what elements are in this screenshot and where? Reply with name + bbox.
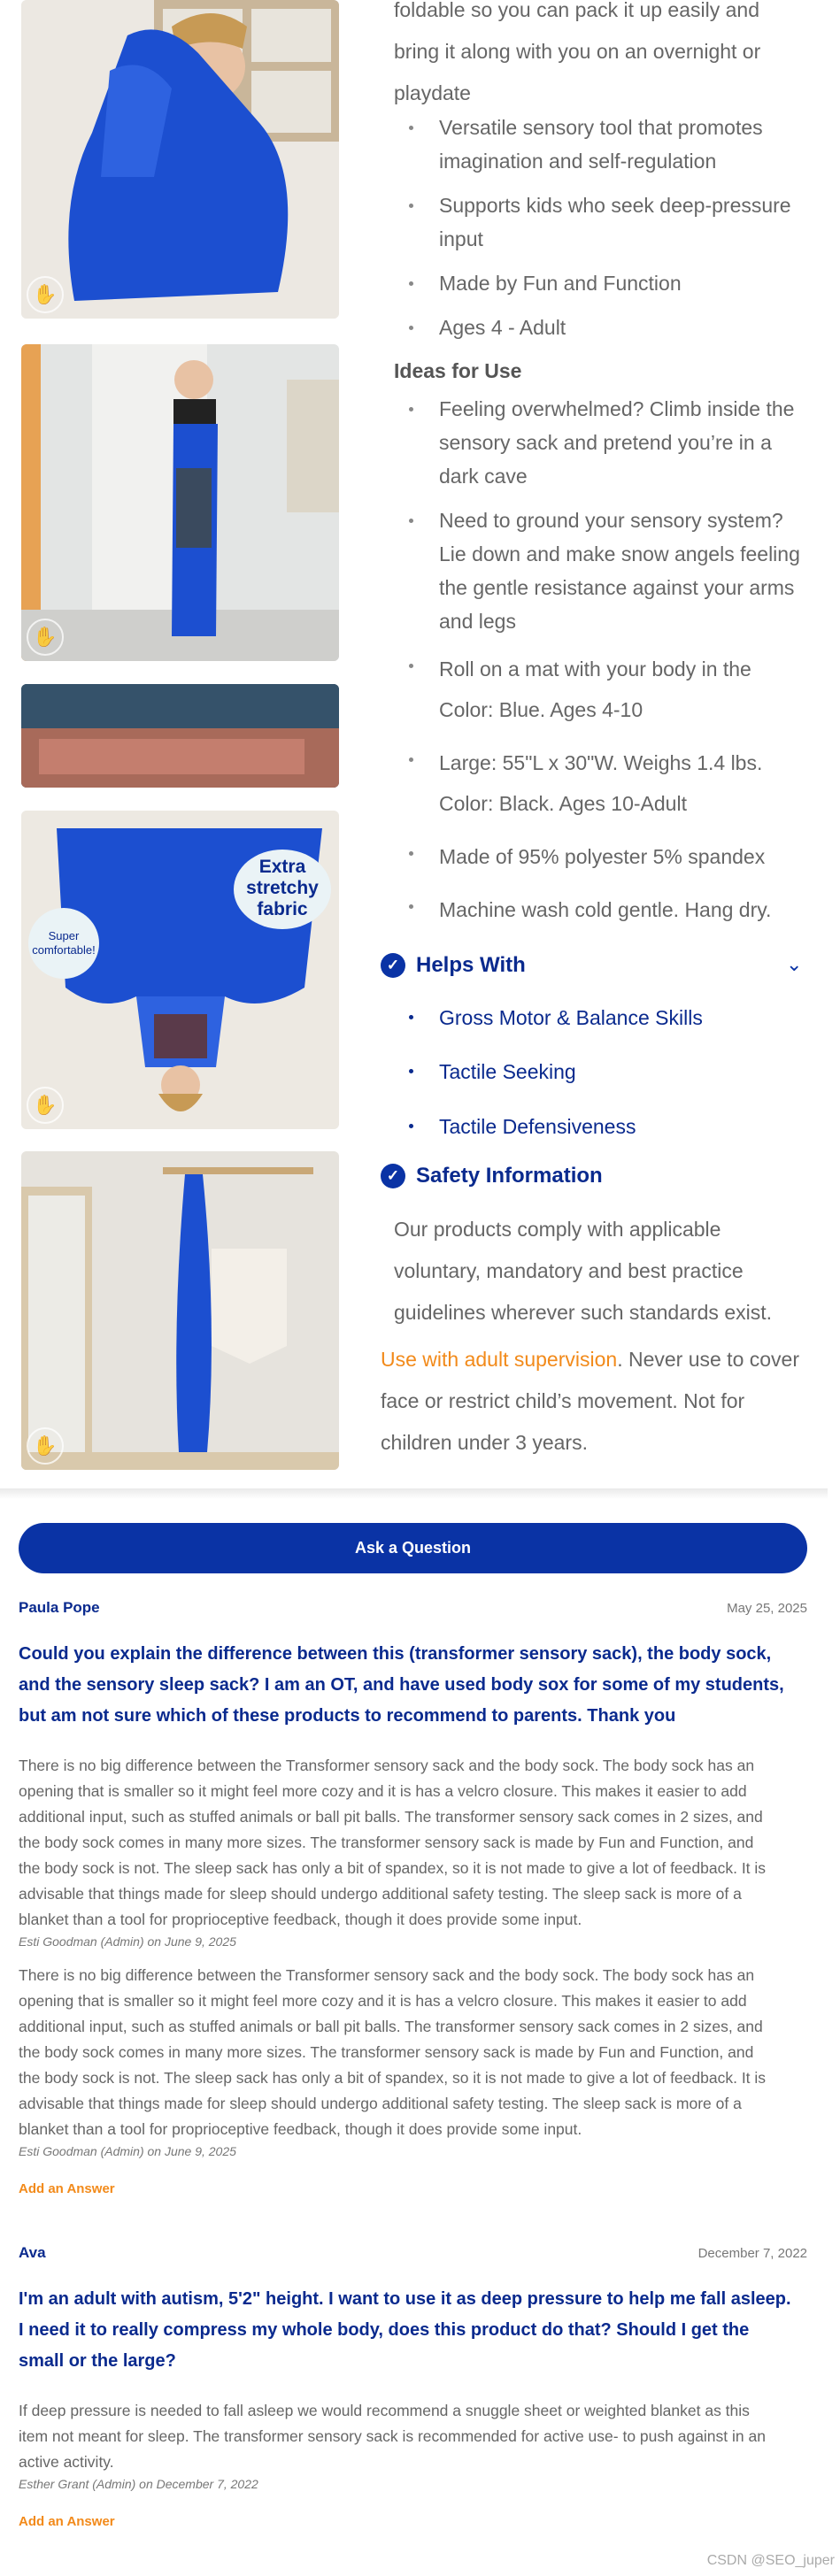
answer-author: Esti Goodman (Admin) on June 9, 2025 <box>19 2144 236 2158</box>
hand-logo-icon: ✋ <box>27 619 64 656</box>
add-answer-link[interactable]: Add an Answer <box>19 2181 115 2196</box>
idea-item: Made of 95% polyester 5% spandex <box>381 836 823 877</box>
product-image-2[interactable] <box>21 344 339 661</box>
answer-text: If deep pressure is needed to fall asleep we would recommend a snuggle sheet or weighted blanket as this item not meant for sleep. The transformer sensory sack is recommended for active use- to push against in an active activity. <box>19 2402 766 2471</box>
helps-with-item[interactable]: Gross Motor & Balance Skills <box>381 1000 823 1035</box>
ideas-heading: Ideas for Use <box>394 359 522 382</box>
product-image-1[interactable] <box>21 0 339 319</box>
safety-warning-text: Use with adult supervision. Never use to cover face or restrict child’s movement. Not for children under 3 years. <box>381 1348 799 1454</box>
section-divider <box>0 1488 828 1499</box>
question-date: May 25, 2025 <box>727 1600 807 1616</box>
add-answer-link[interactable]: Add an Answer <box>19 2514 115 2529</box>
shield-check-icon: ✓ <box>381 1164 405 1188</box>
idea-item: Large: 55"L x 30"W. Weighs 1.4 lbs. Color: Black. Ages 10-Adult <box>381 742 823 824</box>
helps-with-item[interactable]: Tactile Defensiveness <box>381 1109 823 1144</box>
hand-logo-icon: ✋ <box>27 1427 64 1465</box>
qa-item <box>19 2242 807 2529</box>
badge-super-comfortable: Super comfortable! <box>28 908 99 979</box>
hand-logo-icon: ✋ <box>27 1087 64 1124</box>
answer-author: Esti Goodman (Admin) on June 9, 2025 <box>19 1934 236 1949</box>
standing-kid-photo <box>21 344 339 661</box>
hand-logo-icon: ✋ <box>27 276 64 313</box>
helps-with-item[interactable]: Tactile Seeking <box>381 1054 823 1089</box>
kid-in-sack-photo <box>21 0 339 319</box>
asker-name: Paula Pope <box>19 1599 100 1616</box>
qa-item <box>19 1596 807 2196</box>
product-details <box>394 0 836 114</box>
product-image-5[interactable] <box>21 1151 339 1470</box>
idea-item: Machine wash cold gentle. Hang dry. <box>381 889 823 930</box>
asker-name: Ava <box>19 2244 46 2261</box>
feature-item: Ages 4 - Adult <box>381 311 823 344</box>
helps-with-list <box>381 1000 823 1144</box>
question-date: December 7, 2022 <box>697 2245 807 2261</box>
idea-item: Roll on a mat with your body in the Color: Blue. Ages 4-10 <box>381 649 823 730</box>
intro-text: foldable so you can pack it up easily and bring it along with you on an overnight or playdate <box>394 0 761 104</box>
feature-item: Versatile sensory tool that promotes imagination and self-regulation <box>381 111 823 178</box>
chevron-down-icon[interactable]: ⌄ <box>786 953 803 975</box>
feature-item: Supports kids who seek deep-pressure input <box>381 188 823 256</box>
safety-header: ✓ Safety Information <box>381 1164 603 1188</box>
couch-rug-photo <box>21 684 339 788</box>
adult-supervision-highlight: Use with adult supervision <box>381 1348 618 1371</box>
check-circle-icon: ✓ <box>381 953 405 978</box>
sack-on-hook-photo <box>21 1151 339 1470</box>
idea-item: Need to ground your sensory system? Lie down and make snow angels feeling the gentle resistance against your arms and legs <box>381 504 823 638</box>
watermark: CSDN @SEO_juper <box>706 2553 835 2568</box>
feature-list <box>381 111 823 344</box>
helps-with-header[interactable]: ✓ Helps With <box>381 953 526 978</box>
question-text: I'm an adult with autism, 5'2" height. I want to use it as deep pressure to help me fall asleep. I need it to really compress my whole body, does this product do that? Should I get the small or the large? <box>19 2289 791 2371</box>
badge-extra-stretchy: Extra stretchy fabric <box>234 850 331 929</box>
safety-compliance-text: Our products comply with applicable voluntary, mandatory and best practice guidelines wherever such standards exist. <box>394 1218 773 1324</box>
question-text: Could you explain the difference between this (transformer sensory sack), the body sock, and the sensory sleep sack? I am an OT, and have used body sox for some of my students, but am not sure which of these products to recommend to parents. Thank you <box>19 1644 784 1726</box>
answer-author: Esther Grant (Admin) on December 7, 2022 <box>19 2477 258 2491</box>
feature-item: Made by Fun and Function <box>381 266 823 300</box>
answer-text: There is no big difference between the Transformer sensory sack and the body sock. The body sock has an opening that is smaller so it might feel more cozy and it is has a velcro closure. This makes it easier to add additional input, such as stuffed animals or ball pit balls. The transformer sensory sack comes in 2 sizes, and the body sock comes in many more sizes. The transformer sensory sack is made by Fun and Function, and the body sock is not. The sleep sack has only a bit of spandex, so it is not made to give a lot of feedback. It is advisable that things made for sleep should undergo additional safety testing. The sleep sack is more of a blanket than a tool for proprioceptive feedback, though it does provide some input. <box>19 1966 767 2138</box>
product-image-4[interactable] <box>21 811 339 1129</box>
ideas-list <box>381 392 823 930</box>
product-image-3[interactable] <box>21 684 339 788</box>
idea-item: Feeling overwhelmed? Climb inside the sensory sack and pretend you’re in a dark cave <box>381 392 823 493</box>
answer-text: There is no big difference between the Transformer sensory sack and the body sock. The body sock has an opening that is smaller so it might feel more cozy and it is has a velcro closure. This makes it easier to add additional input, such as stuffed animals or ball pit balls. The transformer sensory sack comes in 2 sizes, and the body sock comes in many more sizes. The transformer sensory sack is made by Fun and Function, and the body sock is not. The sleep sack has only a bit of spandex, so it is not made to give a lot of feedback. It is advisable that things made for sleep should undergo additional safety testing. The sleep sack is more of a blanket than a tool for proprioceptive feedback, though it does provide some input. <box>19 1757 767 1928</box>
ask-question-button[interactable]: Ask a Question <box>19 1523 807 1573</box>
